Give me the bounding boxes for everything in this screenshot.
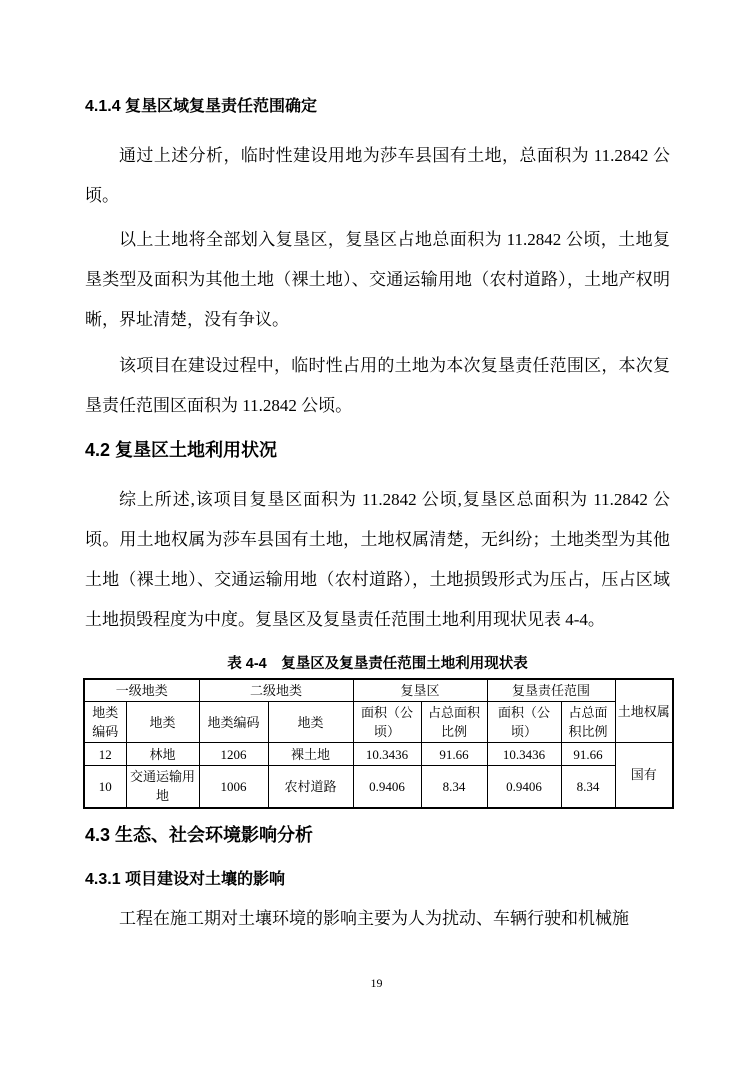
landuse-table: [83, 678, 674, 809]
table-cell: 1006: [199, 766, 268, 808]
col-group-responsibility-scope: 复垦责任范围: [487, 679, 615, 702]
col-header-area-2: 面积（公顷）: [487, 702, 561, 743]
col-header-pct-1: 占总面积比例: [421, 702, 487, 743]
table-cell: 8.34: [421, 766, 487, 808]
col-header-ownership: 土地权属: [615, 679, 673, 743]
col-header-code2: 地类编码: [199, 702, 268, 743]
table-cell: 林地: [126, 743, 199, 766]
heading-4-2: 4.2 复垦区土地利用状况: [85, 440, 278, 460]
table-cell: 0.9406: [487, 766, 561, 808]
table-cell: 裸土地: [268, 743, 353, 766]
table-row: [84, 766, 673, 808]
table-cell: 交通运输用地: [126, 766, 199, 808]
table-cell: 91.66: [421, 743, 487, 766]
table-cell: 10.3436: [487, 743, 561, 766]
heading-4-3: 4.3 生态、社会环境影响分析: [85, 824, 314, 845]
table-cell: 0.9406: [353, 766, 421, 808]
col-header-code1: 地类编码: [84, 702, 126, 743]
table-cell: 91.66: [561, 743, 615, 766]
col-group-level2: 二级地类: [199, 679, 353, 702]
table-cell: 农村道路: [268, 766, 353, 808]
col-header-type1: 地类: [126, 702, 199, 743]
page-number: 19: [370, 976, 383, 990]
col-header-area-1: 面积（公顷）: [353, 702, 421, 743]
paragraph-temp-land: 通过上述分析，临时性建设用地为莎车县国有土地，总面积为 11.2842 公顷。: [85, 146, 670, 205]
col-header-pct-2: 占总面积比例: [561, 702, 615, 743]
heading-4-3-1: 4.3.1 项目建设对土壤的影响: [85, 870, 286, 888]
paragraph-soil-impact: 工程在施工期对土壤环境的影响主要为人为扰动、车辆行驶和机械施: [119, 908, 629, 928]
col-group-reclamation-area: 复垦区: [353, 679, 487, 702]
heading-4-1-4: 4.1.4 复垦区域复垦责任范围确定: [85, 98, 318, 115]
paragraph-summary: 综上所述,该项目复垦区面积为 11.2842 公顷,复垦区总面积为 11.2842 公顷。用土地权属为莎车县国有土地，土地权属清楚，无纠纷；土地类型为其他土地（裸土地）、交通运输用地（农村道路），土地损毁形式为压占，压占区域土地损毁程度为中度。复垦区及复垦责任范围土地利用现状见表 4-4。: [85, 490, 670, 629]
paragraph-responsibility-area: 该项目在建设过程中，临时性占用的土地为本次复垦责任范围区，本次复垦责任范围区面积为 11.2842 公顷。: [85, 356, 670, 415]
table-cell: 12: [84, 743, 126, 766]
table-cell: 8.34: [561, 766, 615, 808]
table-row: [84, 743, 673, 766]
table-caption: 表 4-4 复垦区及复垦责任范围土地利用现状表: [227, 656, 528, 672]
table-cell: 10.3436: [353, 743, 421, 766]
page-content: [85, 0, 670, 939]
table-cell-ownership: 国有: [615, 743, 673, 808]
col-header-type2: 地类: [268, 702, 353, 743]
table-cell: 10: [84, 766, 126, 808]
table-cell: 1206: [199, 743, 268, 766]
paragraph-reclamation-zone: 以上土地将全部划入复垦区，复垦区占地总面积为 11.2842 公顷，土地复垦类型及面积为其他土地（裸土地）、交通运输用地（农村道路），土地产权明晰，界址清楚，没有争议。: [85, 230, 670, 329]
col-group-level1: 一级地类: [84, 679, 199, 702]
